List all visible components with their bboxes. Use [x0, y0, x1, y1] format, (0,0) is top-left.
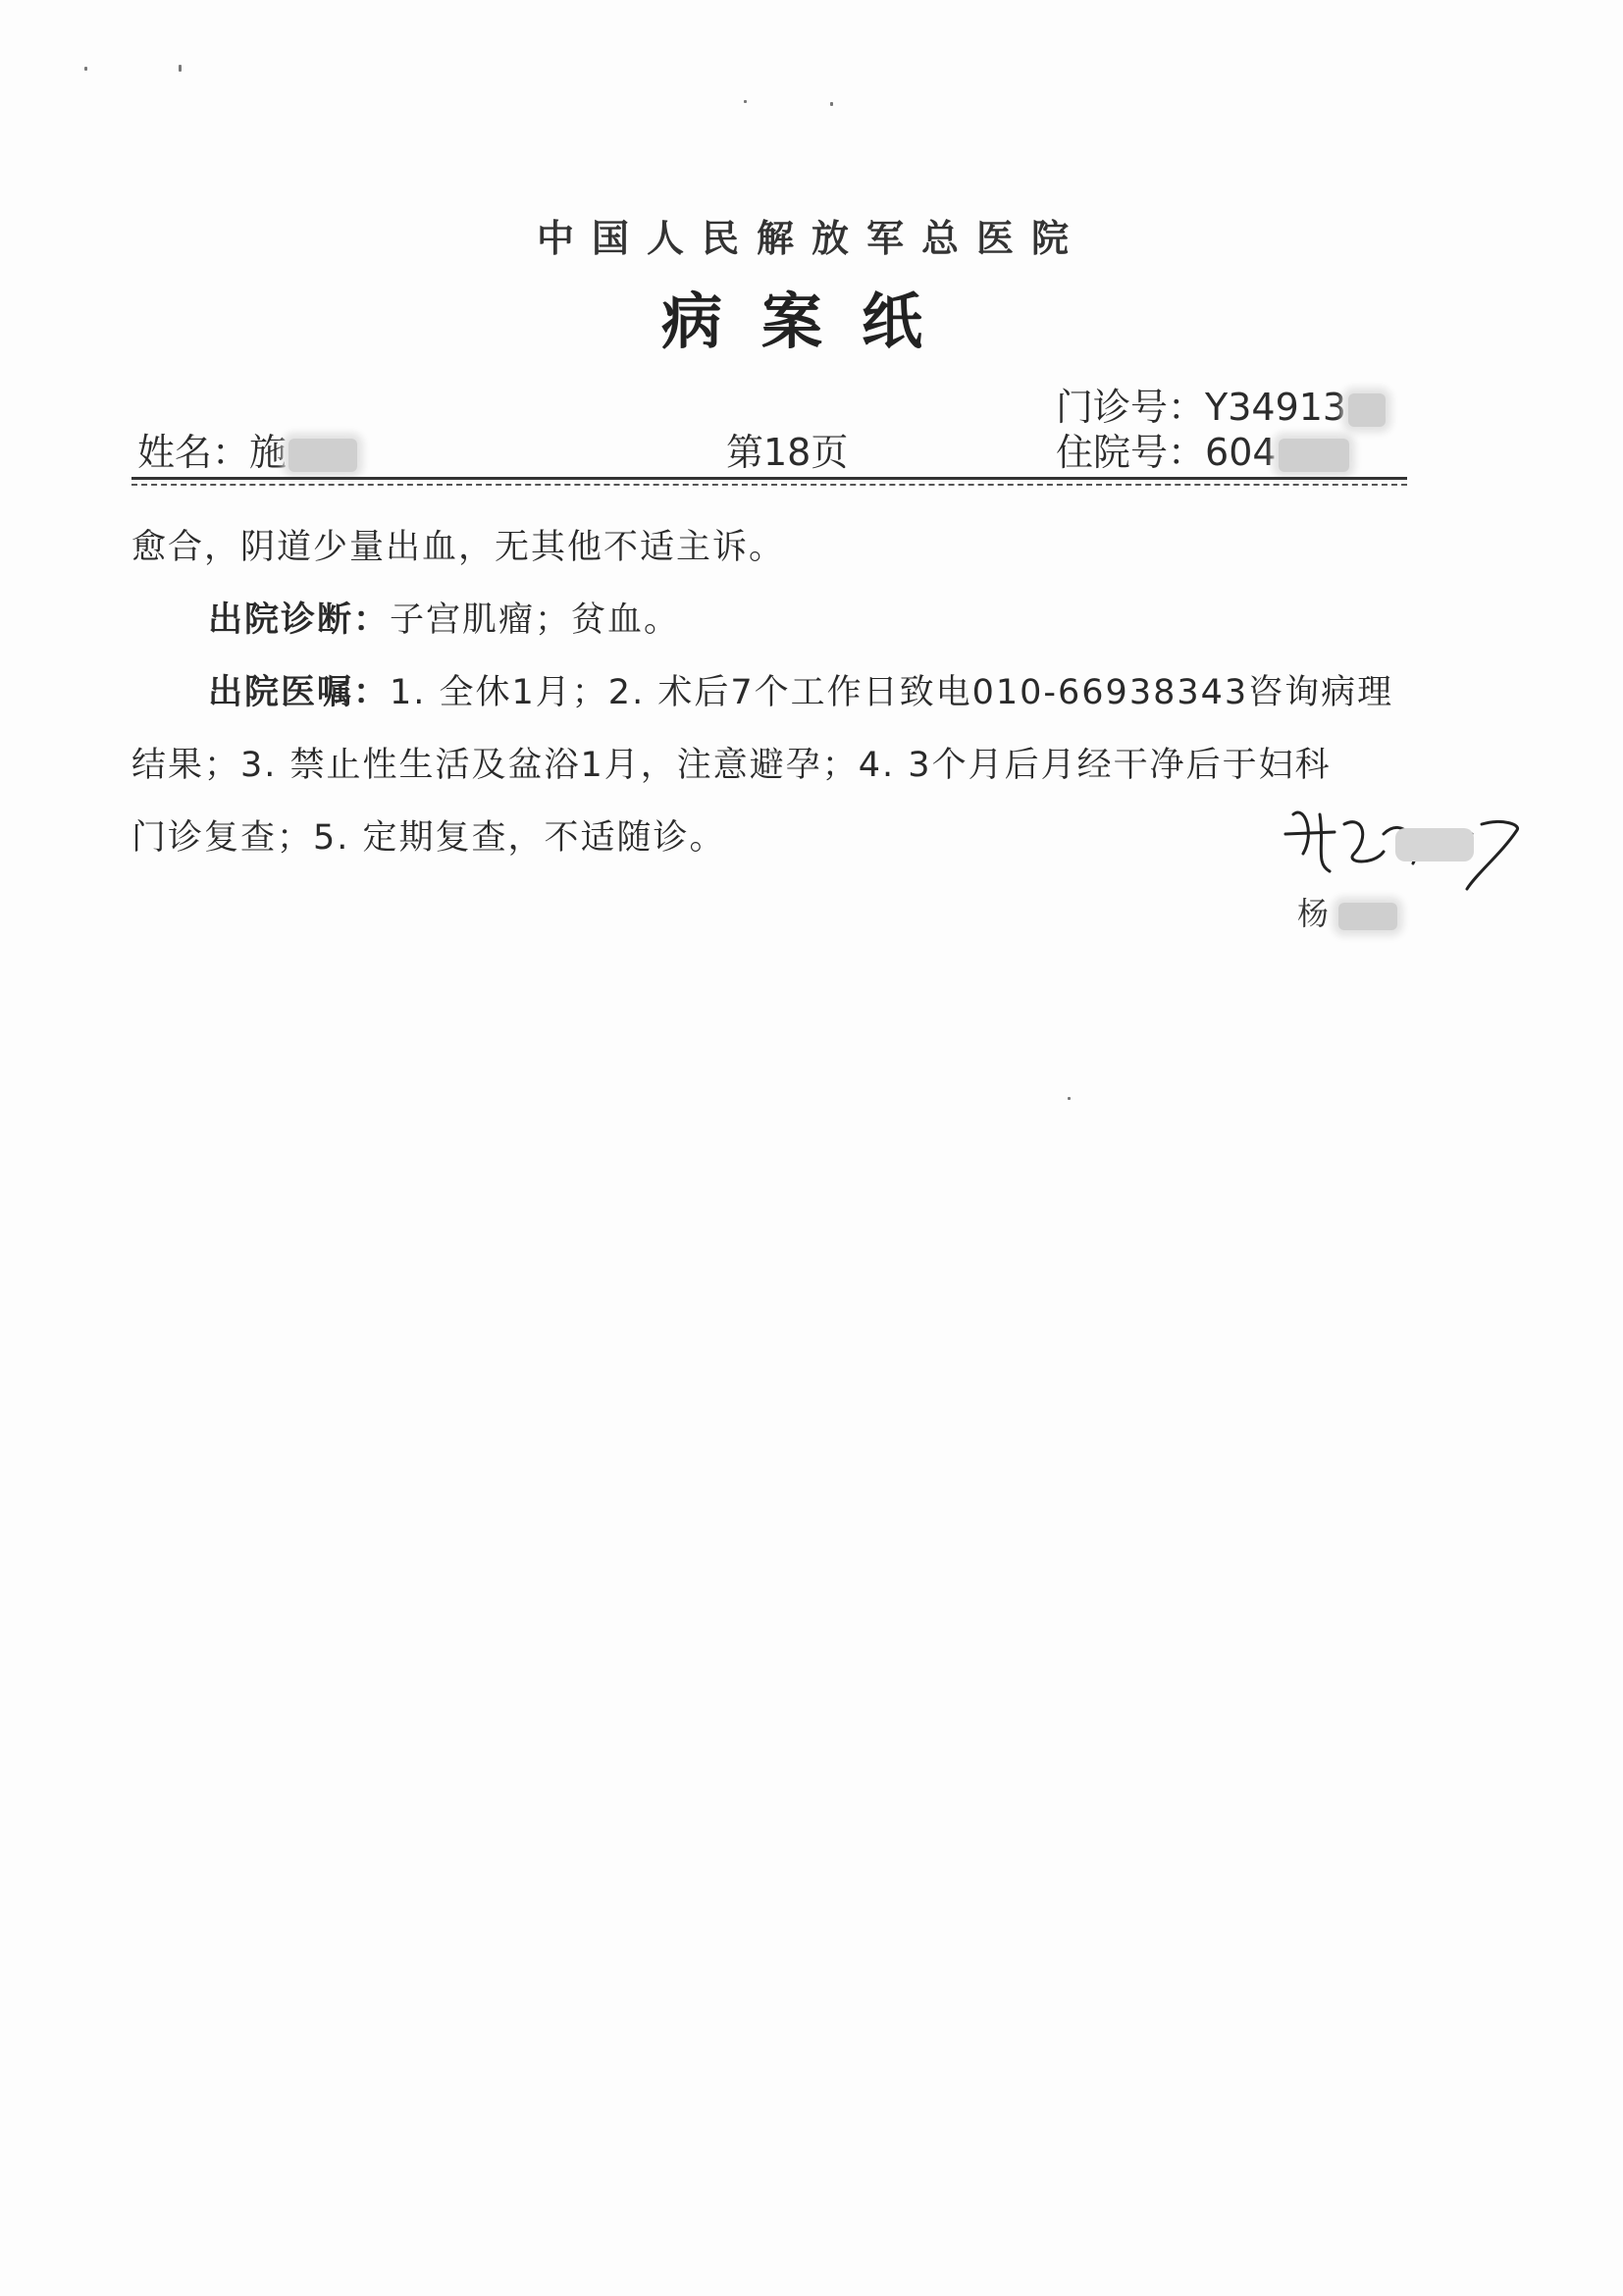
patient-name-label: 姓名：: [137, 431, 250, 474]
discharge-advice-line-3: 门诊复查；5. 定期复查，不适随诊。: [131, 818, 726, 858]
page-number: 第18页: [726, 431, 849, 474]
inpatient-number-label: 住院号：: [1056, 431, 1206, 474]
scan-speck: [179, 65, 182, 72]
discharge-diagnosis-label: 出院诊断：: [208, 600, 391, 640]
patient-name-field: [137, 422, 357, 476]
signature-name: [1297, 889, 1397, 934]
redaction-mark: [1348, 393, 1386, 427]
discharge-diagnosis-text: 子宫肌瘤；贫血。: [390, 600, 681, 640]
signature-name-text: 杨: [1297, 895, 1330, 932]
scan-speck: [744, 100, 747, 103]
outpatient-number-value: Y34913: [1205, 386, 1347, 429]
header-rule-dashed: [131, 484, 1407, 486]
redaction-mark: [1338, 903, 1397, 930]
progress-note-line: 愈合，阴道少量出血，无其他不适主诉。: [131, 528, 786, 567]
discharge-advice-text-1: 1. 全休1月；2. 术后7个工作日致电010-66938343咨询病理: [390, 673, 1394, 712]
inpatient-number-field: [1056, 422, 1349, 476]
scan-speck: [830, 102, 833, 106]
outpatient-number-label: 门诊号：: [1056, 386, 1206, 429]
scan-speck: [84, 67, 87, 71]
discharge-advice-line-2: 结果；3. 禁止性生活及盆浴1月，注意避孕；4. 3个月后月经干净后于妇科: [131, 746, 1332, 785]
redaction-mark: [1279, 439, 1349, 472]
form-title: 病案纸: [660, 286, 962, 357]
redaction-mark: [288, 439, 357, 472]
discharge-diagnosis: [208, 593, 680, 642]
header-rule: [131, 477, 1407, 480]
discharge-advice-label: 出院医嘱：: [208, 673, 391, 712]
discharge-advice-line-1: [208, 665, 1393, 714]
patient-name-value: 施: [249, 431, 288, 474]
hospital-name: 中国人民解放军总医院: [536, 217, 1086, 260]
scan-speck: [1068, 1097, 1071, 1100]
inpatient-number-value: 604: [1205, 431, 1277, 474]
